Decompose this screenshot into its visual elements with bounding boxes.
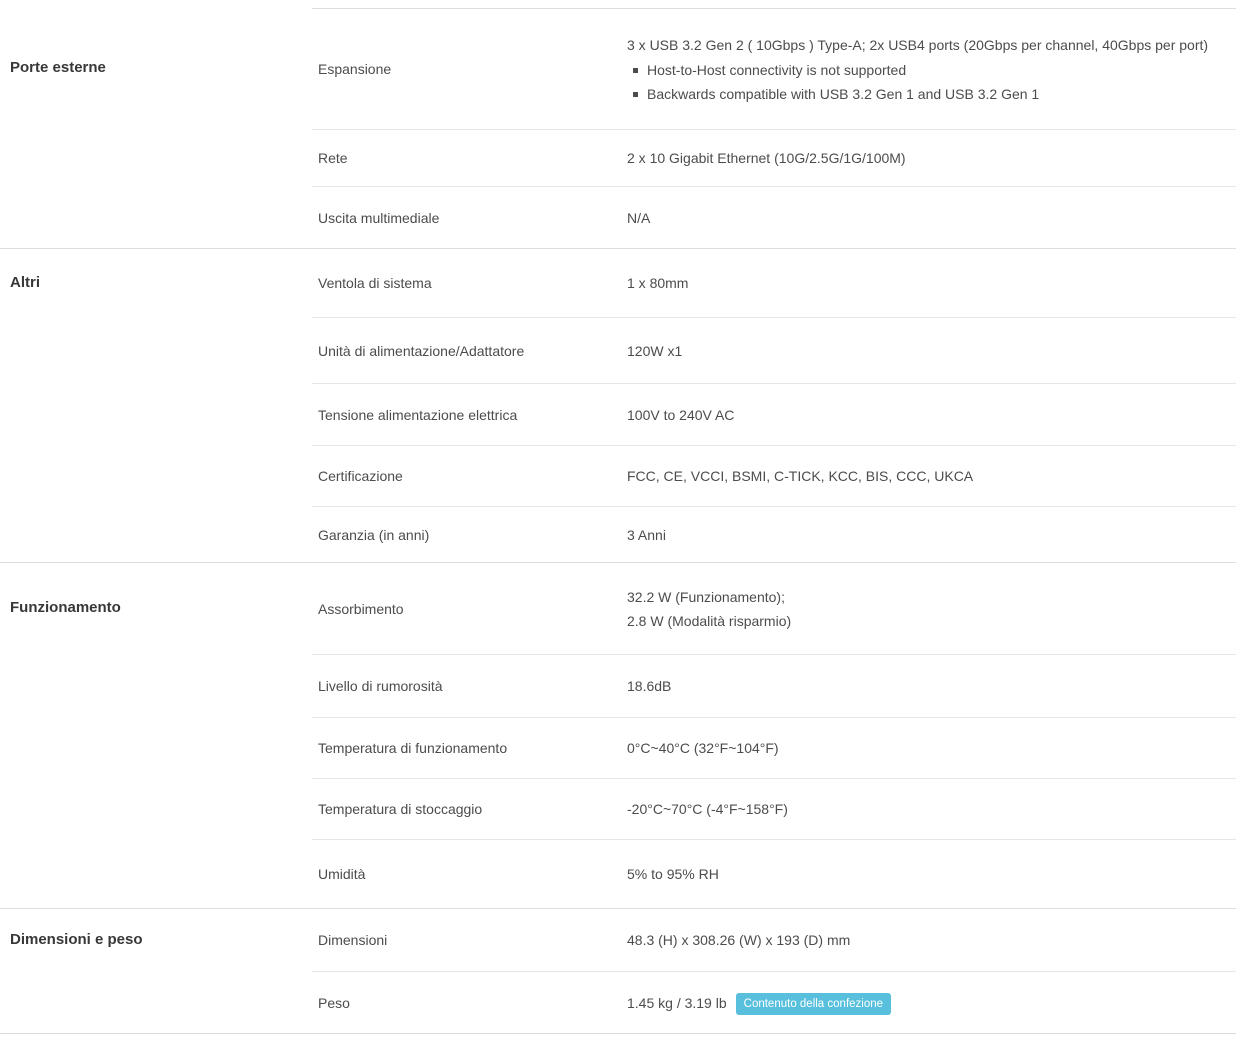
spec-value: 18.6dB (627, 678, 672, 694)
spec-value: FCC, CE, VCCI, BSMI, C-TICK, KCC, BIS, CCC, UKCA (627, 468, 974, 484)
spec-name: Unità di alimentazione/Adattatore (318, 342, 525, 359)
bullet-square-icon (633, 68, 638, 73)
spec-row-assorbimento (312, 563, 1236, 654)
spec-row-espansione (312, 9, 1236, 129)
spec-row-rumorosita (312, 654, 1236, 717)
spec-row-tensione (312, 383, 1236, 445)
spec-name: Umidità (318, 866, 366, 882)
spec-name: Livello di rumorosità (318, 678, 443, 694)
spec-name: Temperatura di funzionamento (318, 740, 508, 756)
spec-row-dimensioni (312, 909, 1236, 971)
spec-value: 2 x 10 Gigabit Ethernet (10G/2.5G/1G/100M) (627, 150, 906, 166)
section-dimensioni-peso (0, 908, 1236, 1033)
spec-bullet (627, 58, 1236, 82)
bullet-square-icon (633, 92, 638, 97)
spec-row-umidita (312, 839, 1236, 908)
spec-name: Ventola di sistema (318, 275, 432, 291)
package-contents-badge[interactable]: Contenuto della confezione (736, 993, 891, 1015)
spec-value: -20°C~70°C (-4°F~158°F) (627, 801, 788, 817)
spec-value: 3 Anni (627, 526, 666, 543)
section-category: Dimensioni e peso (10, 931, 143, 948)
spec-value-line: 32.2 W (Funzionamento); (627, 588, 785, 605)
section-funzionamento (0, 562, 1236, 908)
section-category: Porte esterne (10, 59, 106, 76)
spec-name: Temperatura di stoccaggio (318, 801, 483, 817)
spec-value: 1 x 80mm (627, 275, 689, 291)
spec-bullet-text: Backwards compatible with USB 3.2 Gen 1 and USB 3.2 Gen 1 (647, 85, 1040, 102)
spec-value: N/A (627, 209, 651, 226)
spec-name: Espansione (318, 61, 392, 77)
spec-value: 0°C~40°C (32°F~104°F) (627, 740, 779, 756)
spec-value: 3 x USB 3.2 Gen 2 ( 10Gbps ) Type-A; 2x USB4 ports (20Gbps per channel, 40Gbps per port) (627, 36, 1209, 53)
spec-row-garanzia (312, 506, 1236, 562)
spec-name: Tensione alimentazione elettrica (318, 406, 518, 423)
spec-name: Rete (318, 150, 348, 166)
spec-table (0, 8, 1236, 1034)
spec-name: Certificazione (318, 468, 403, 484)
spec-name: Uscita multimediale (318, 209, 440, 226)
spec-row-uscita-multimediale (312, 186, 1236, 248)
spec-row-ventola (312, 249, 1236, 317)
spec-name: Garanzia (in anni) (318, 526, 430, 543)
section-porte-esterne (0, 8, 1236, 248)
spec-row-temp-funzionamento (312, 717, 1236, 778)
spec-value: 48.3 (H) x 308.26 (W) x 193 (D) mm (627, 932, 851, 948)
spec-row-rete (312, 129, 1236, 186)
section-category: Altri (10, 274, 40, 291)
spec-name: Dimensioni (318, 932, 388, 948)
spec-value-line: 2.8 W (Modalità risparmio) (627, 612, 792, 629)
spec-name: Assorbimento (318, 600, 404, 617)
spec-bullet (627, 82, 1236, 106)
spec-value: 1.45 kg / 3.19 lb (627, 994, 727, 1011)
spec-value: 5% to 95% RH (627, 866, 719, 882)
spec-bullet-text: Host-to-Host connectivity is not supported (647, 61, 907, 78)
spec-bullet-list (627, 58, 1236, 106)
section-category: Funzionamento (10, 599, 121, 616)
spec-row-temp-stoccaggio (312, 778, 1236, 839)
spec-name: Peso (318, 994, 350, 1011)
spec-row-peso (312, 971, 1236, 1033)
spec-value: 100V to 240V AC (627, 406, 735, 423)
spec-value: 120W x1 (627, 342, 683, 359)
spec-row-certificazione (312, 445, 1236, 506)
section-altri (0, 248, 1236, 562)
spec-row-alimentazione (312, 317, 1236, 383)
